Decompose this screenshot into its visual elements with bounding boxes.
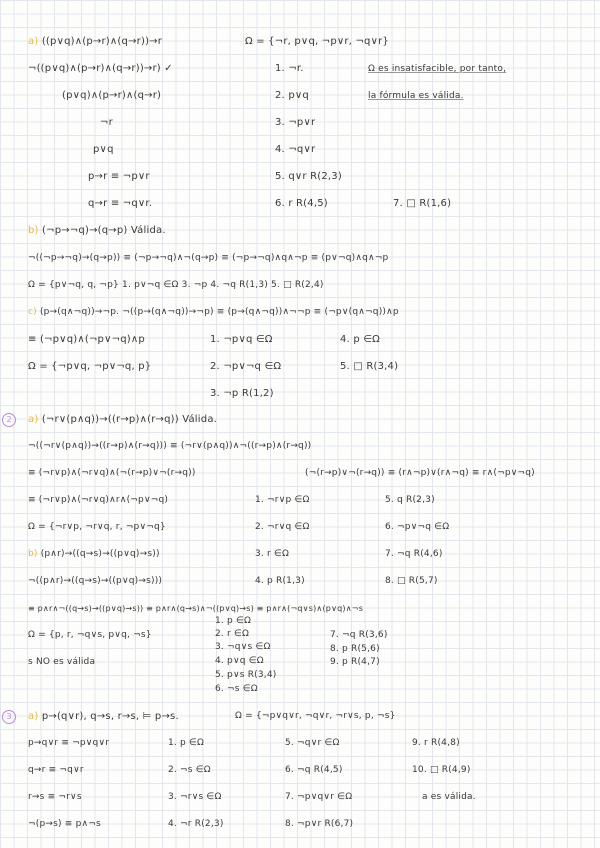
three-r2a: q→r ≡ ¬q∨r	[28, 765, 84, 775]
two-list2-3: 9. p R(4,7)	[330, 657, 380, 667]
a-step-3: 3. ¬p∨r	[275, 117, 316, 128]
three-r1d: 9. r R(4,8)	[412, 738, 460, 748]
three-formula-line	[28, 711, 179, 723]
c-step-4: 4. p ∈Ω	[340, 334, 380, 345]
three-r4a: ¬(p→s) ≡ p∧¬s	[28, 819, 101, 829]
c-formula-line	[28, 307, 399, 318]
c-step-3: 3. ¬p R(1,2)	[210, 388, 274, 399]
a-line-5: q→r ≡ ¬q∨r.	[88, 198, 153, 209]
b-formula-line	[28, 225, 166, 237]
label-c: c)	[28, 307, 37, 317]
three-r4c: 8. ¬p∨r R(6,7)	[285, 819, 354, 829]
three-r3a: r→s ≡ ¬r∨s	[28, 792, 82, 802]
c-omega: Ω = {¬p∨q, ¬p∨¬q, p}	[28, 361, 152, 372]
a-negation: ¬((p∨q)∧(p→r)∧(q→r))→r) ✓	[28, 63, 173, 74]
two-b-line-1: ¬((p∧r)→((q→s)→((p∨q)→s)))	[28, 576, 163, 586]
three-r1b: 1. p ∈Ω	[168, 738, 205, 748]
two-a-formula: (¬r∨(p∧q))→((r→p)∧(r→q)) Válida.	[41, 414, 218, 425]
two-step-4: 4. p R(1,3)	[255, 576, 305, 586]
three-r2d: 10. □ R(4,9)	[412, 765, 471, 775]
two-b-omega: Ω = {p, r, ¬q∨s, p∨q, ¬s}	[28, 630, 152, 640]
three-r3d: a es válida.	[422, 792, 476, 802]
two-list-4: 4. p∨q ∈Ω	[215, 656, 264, 666]
a-line-4: p→r ≡ ¬p∨r	[88, 171, 150, 182]
two-list2-2: 8. p R(5,6)	[330, 644, 380, 654]
two-line-3: ≡ (¬r∨p)∧(¬r∨q)∧r∧(¬p∨¬q)	[28, 495, 169, 505]
three-r1a: p→q∨r ≡ ¬p∨q∨r	[28, 738, 110, 748]
two-a-formula-line	[28, 414, 217, 426]
a-line-1: (p∨q)∧(p→r)∧(q→r)	[62, 90, 162, 101]
label-three-a: a)	[28, 711, 39, 722]
a-step-4: 4. ¬q∨r	[275, 144, 316, 155]
label-two-b: b)	[28, 549, 38, 559]
two-step-1: 1. ¬r∨p ∈Ω	[255, 495, 310, 505]
three-r2c: 6. ¬q R(4,5)	[285, 765, 343, 775]
label-two-a: a)	[28, 414, 39, 425]
two-step-7: 7. ¬q R(4,6)	[385, 549, 443, 559]
label-a: a)	[28, 36, 39, 47]
three-r3c: 7. ¬p∨q∨r ∈Ω	[285, 792, 353, 802]
three-r1c: 5. ¬q∨r ∈Ω	[285, 738, 340, 748]
two-b-formula-line	[28, 549, 160, 560]
a-step-7: 7. □ R(1,6)	[393, 198, 452, 209]
two-list-5: 5. p∨s R(3,4)	[215, 670, 277, 680]
three-omega: Ω = {¬p∨q∨r, ¬q∨r, ¬r∨s, p, ¬s}	[235, 711, 396, 721]
c-rest: ¬((p→(q∧¬q))→¬p) ≡ (p→(q∧¬q))∧¬¬p ≡ (¬p∨(q∧¬q))∧p	[122, 307, 399, 317]
three-formula: p→(q∨r), q→s, r→s, ⊨ p→s.	[41, 711, 179, 722]
two-b-not-valid: s NO es válida	[28, 657, 96, 667]
two-list2-1: 7. ¬q R(3,6)	[330, 630, 388, 640]
b-formula: (¬p→¬q)→(q→p) Válida.	[42, 225, 166, 236]
a-step-6: 6. r R(4,5)	[275, 198, 328, 209]
two-list-3: 3. ¬q∨s ∈Ω	[215, 642, 271, 652]
c-step-2: 2. ¬p∨¬q ∈Ω	[210, 361, 282, 372]
a-formula-line	[28, 36, 162, 48]
a-line-2: ¬r	[100, 117, 113, 128]
two-line-1: ¬((¬r∨(p∧q))→((r→p)∧(r→q))) ≡ (¬r∨(p∧q))∧¬((r→p)∧(r→q))	[28, 441, 312, 451]
two-step-5: 5. q R(2,3)	[385, 495, 435, 505]
two-step-2: 2. ¬r∨q ∈Ω	[255, 522, 310, 532]
two-line-2b: (¬(r→p)∨¬(r→q)) ≡ (r∧¬p)∨(r∧¬q) ≡ r∧(¬p∨¬q)	[305, 468, 535, 478]
a-step-1: 1. ¬r.	[275, 63, 304, 74]
two-omega: Ω = {¬r∨p, ¬r∨q, r, ¬p∨¬q}	[28, 522, 166, 532]
two-b-line-2: ≡ p∧r∧¬((q→s)→((p∨q)→s)) ≡ p∧r∧(q→s)∧¬((p∨q)→s) ≡ p∧r∧(¬q∨s)∧(p∨q)∧¬s	[28, 604, 364, 613]
a-line-3: p∨q	[93, 144, 114, 155]
a-formula: ((p∨q)∧(p→r)∧(q→r))→r	[41, 36, 163, 47]
c-formula: (p→(q∧¬q))→¬p.	[39, 307, 120, 317]
c-step-5: 5. □ R(3,4)	[340, 361, 399, 372]
a-step-5: 5. q∨r R(2,3)	[275, 171, 342, 182]
three-r3b: 3. ¬r∨s ∈Ω	[168, 792, 222, 802]
three-r2b: 2. ¬s ∈Ω	[168, 765, 211, 775]
a-step-2: 2. p∨q	[275, 90, 309, 101]
c-step-1: 1. ¬p∨q ∈Ω	[210, 334, 273, 345]
a-omega: Ω = {¬r, p∨q, ¬p∨r, ¬q∨r}	[245, 36, 389, 47]
a-note-2: la fórmula es válida.	[368, 91, 464, 101]
b-line-2: Ω = {p∨¬q, q, ¬p} 1. p∨¬q ∈Ω 3. ¬p 4. ¬q R(1,3) 5. □ R(2,4)	[28, 280, 324, 290]
two-list-1: 1. p ∈Ω	[215, 616, 252, 626]
two-line-2a: ≡ (¬r∨p)∧(¬r∨q)∧(¬(r→p)∨¬(r→q))	[28, 468, 196, 478]
two-list-2: 2. r ∈Ω	[215, 629, 250, 639]
two-list-6: 6. ¬s ∈Ω	[215, 684, 258, 694]
two-b-formula: (p∧r)→((q→s)→((p∨q)→s))	[40, 549, 160, 559]
c-line-2: ≡ (¬p∨q)∧(¬p∨¬q)∧p	[28, 334, 145, 345]
two-step-8: 8. □ R(5,7)	[385, 576, 438, 586]
section-2-number: 2	[2, 413, 16, 427]
two-step-6: 6. ¬p∨¬q ∈Ω	[385, 522, 450, 532]
a-note-1: Ω es insatisfacible, por tanto,	[368, 64, 507, 74]
three-r4b: 4. ¬r R(2,3)	[168, 819, 224, 829]
two-step-3: 3. r ∈Ω	[255, 549, 290, 559]
b-line-1: ¬((¬p→¬q)→(q→p)) ≡ (¬p→¬q)∧¬(q→p) ≡ (¬p→¬q)∧q∧¬p ≡ (p∨¬q)∧q∧¬p	[28, 253, 389, 263]
label-b: b)	[28, 225, 39, 236]
section-3-number: 3	[2, 710, 16, 724]
